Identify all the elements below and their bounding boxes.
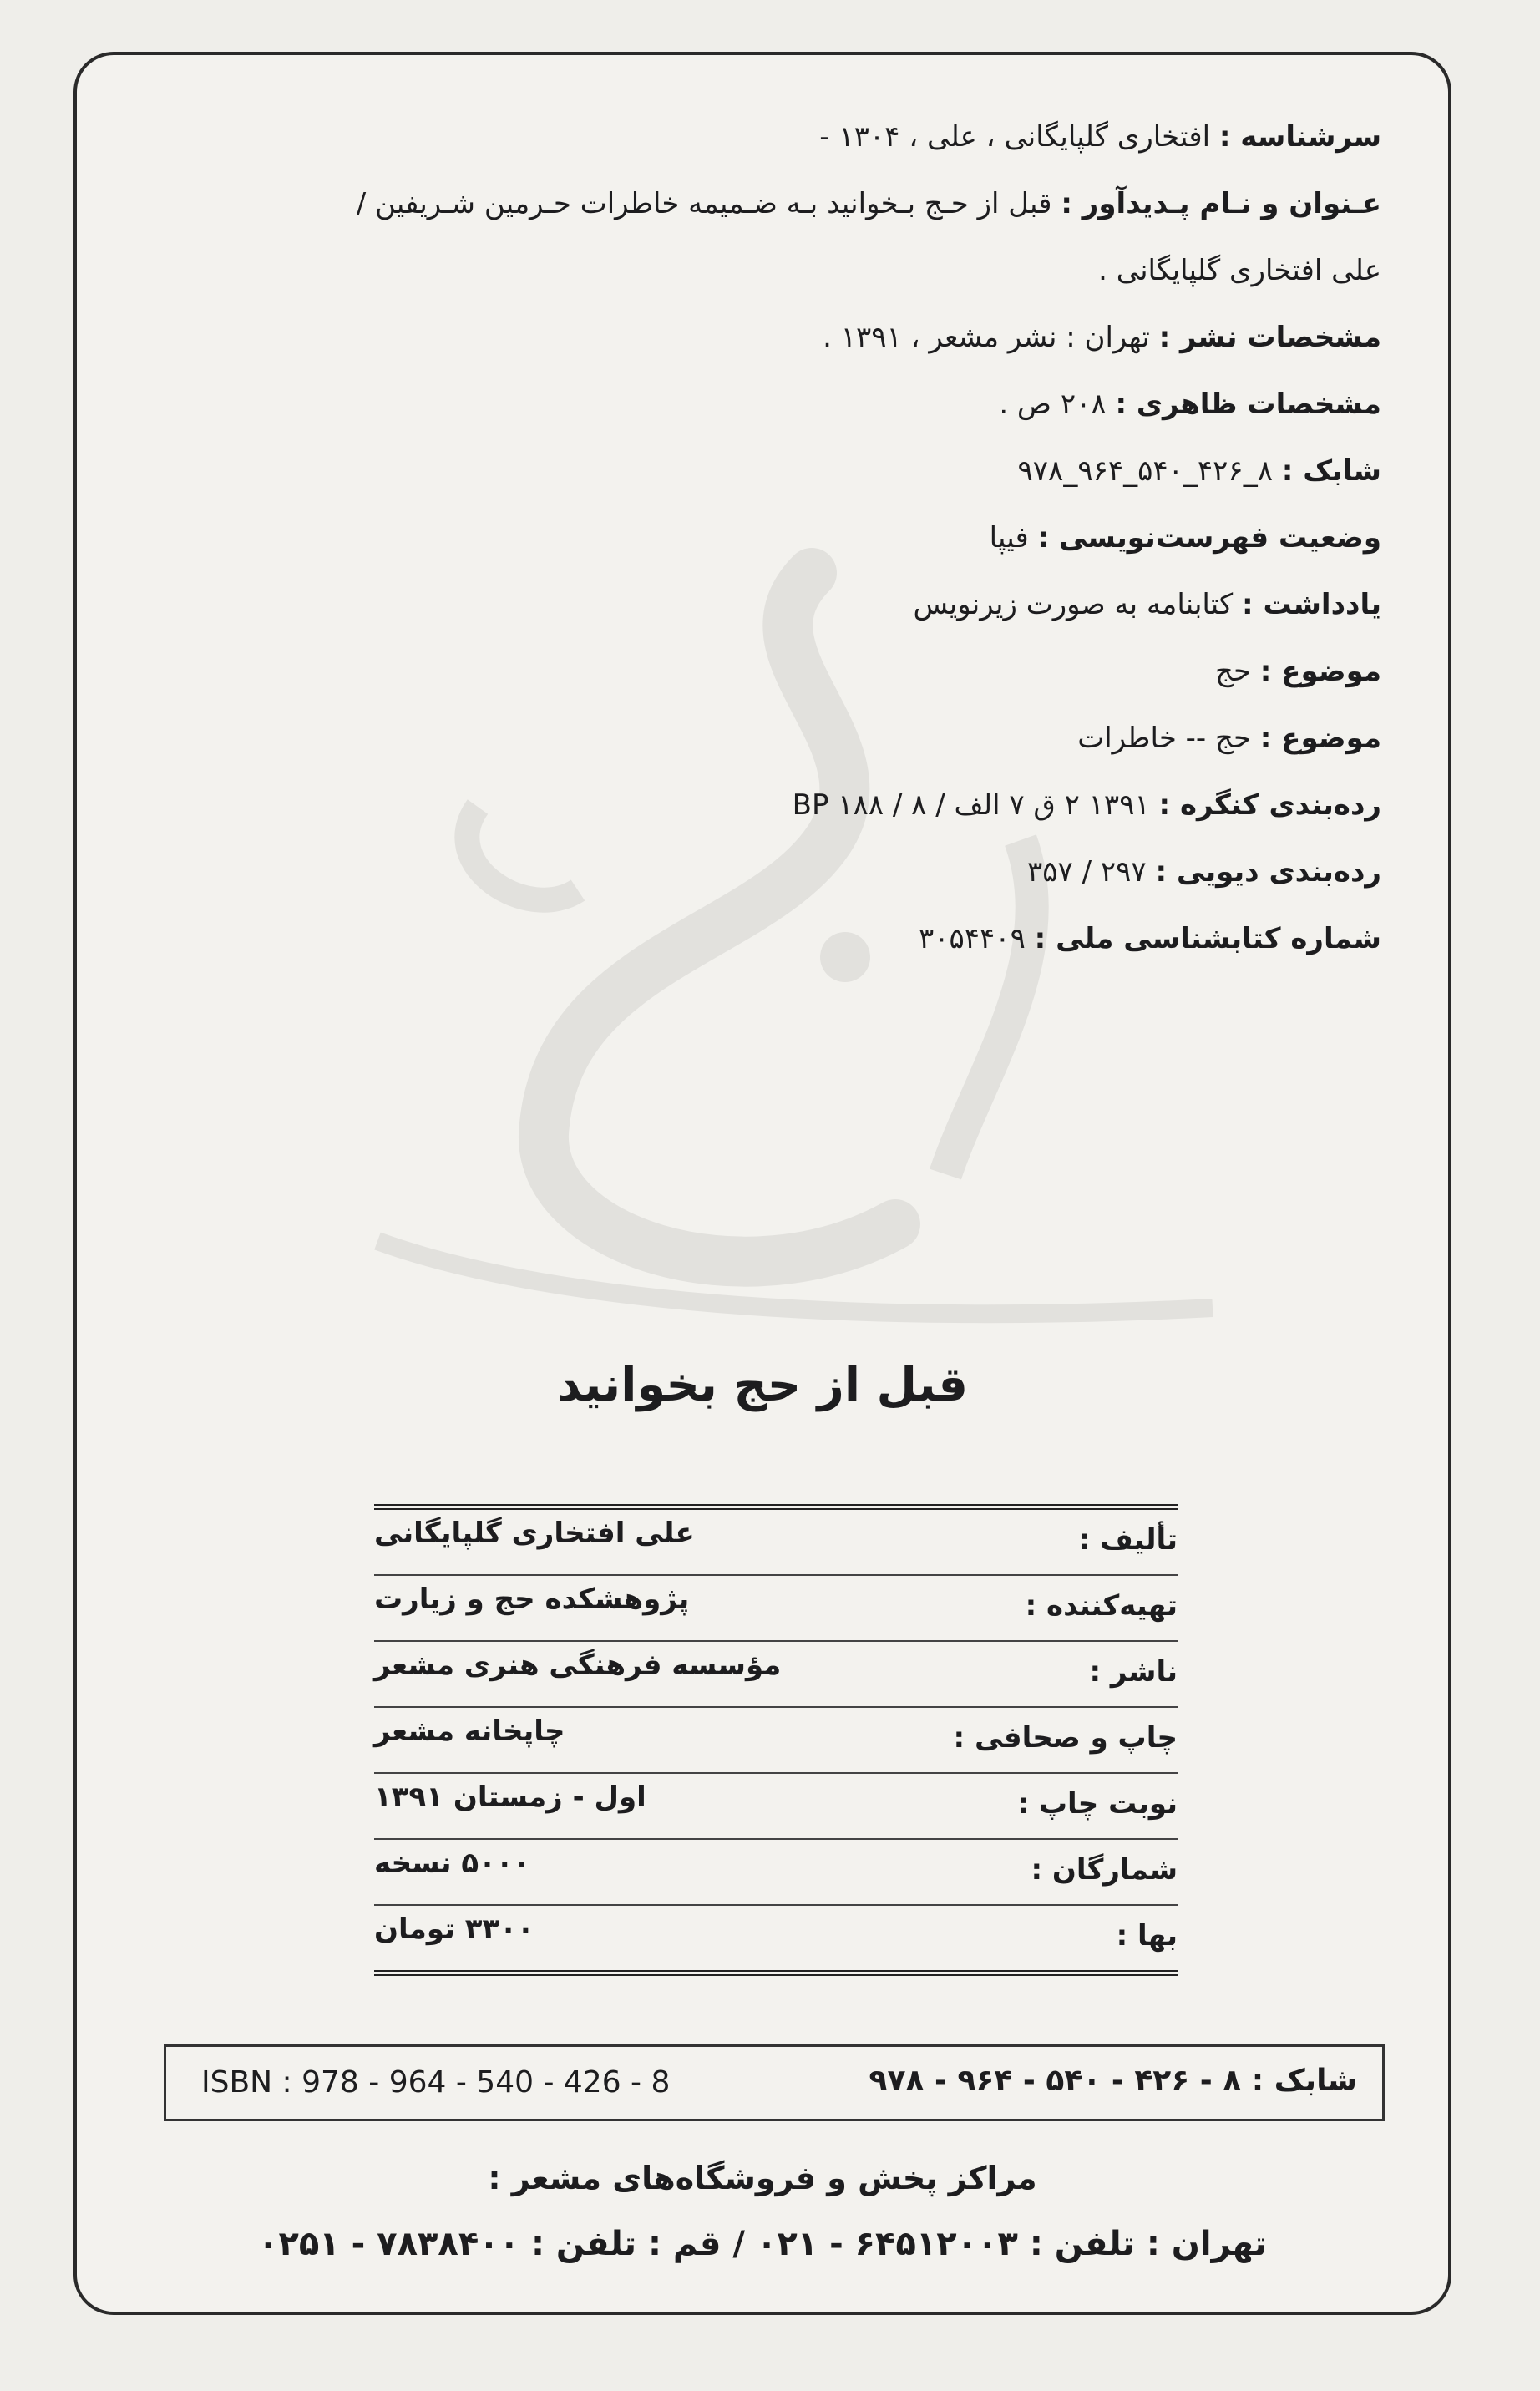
credit-row-edition: نوبت چاپ : اول - زمستان ۱۳۹۱ xyxy=(374,1774,1178,1840)
isbn-latin: ISBN : 978 - 964 - 540 - 426 - 8 xyxy=(201,2065,671,2100)
distribution-heading: مراکز پخش و فروشگاه‌های مشعر : xyxy=(488,2160,1037,2196)
credit-row-printing: چاپ و صحافی : چاپخانه مشعر xyxy=(374,1708,1178,1774)
credit-row-price: بها : ۳۳۰۰ تومان xyxy=(374,1912,1178,1953)
cip-header: سرشناسه : افتخاری گلپایگانی ، علی ، ۱۳۰۴ - xyxy=(819,120,1381,154)
credit-row-producer: تهیه‌کننده : پژوهشکده حج و زیارت xyxy=(374,1576,1178,1642)
isbn-box xyxy=(164,2044,1385,2121)
cip-isbn: شابک : ۸_۴۲۶_۵۴۰_۹۶۴_۹۷۸ xyxy=(1017,454,1381,488)
credit-row-copies: شمارگان : ۵۰۰۰ نسخه xyxy=(374,1840,1178,1906)
credit-row-author: تألیف : علی افتخاری گلپایگانی xyxy=(374,1510,1178,1576)
cip-title-author-continuation: علی افتخاری گلپایگانی . xyxy=(1098,254,1381,287)
credit-row-publisher: ناشر : مؤسسه فرهنگی هنری مشعر xyxy=(374,1642,1178,1708)
cip-physical: مشخصات ظاهری : ۲۰۸ ص . xyxy=(999,388,1381,421)
cip-national-number: شماره کتابشناسی ملی : ۳۰۵۴۴۰۹ xyxy=(919,922,1381,955)
isbn-persian: شابک : ۸ - ۴۲۶ - ۵۴۰ - ۹۶۴ - ۹۷۸ xyxy=(869,2064,1357,2098)
cip-lcc: رده‌بندی کنگره : ۱۳۹۱ ۲ ق ۷ الف / ۸ / ۱۸۸ BP xyxy=(792,788,1381,822)
cip-subject-1: موضوع : حج xyxy=(1215,655,1381,688)
phone-numbers: تهران : تلفن : ۶۴۵۱۲۰۰۳ - ۰۲۱ / قم : تلفن : ۷۸۳۸۴۰۰ - ۰۲۵۱ xyxy=(258,2225,1267,2263)
cip-ddc: رده‌بندی دیویی : ۲۹۷ / ۳۵۷ xyxy=(1027,855,1381,889)
copyright-page xyxy=(73,52,1451,2315)
book-title: قبل از حج بخوانید xyxy=(556,1358,969,1412)
cip-catalog-status: وضعیت فهرست‌نویسی : فیپا xyxy=(989,521,1381,555)
cataloging-in-publication-block xyxy=(129,104,1381,972)
cip-note: یادداشت : کتابنامه به صورت زیرنویس xyxy=(913,588,1381,621)
credits-table xyxy=(374,1504,1178,1976)
cip-title-author: عـنوان و نـام پـدیدآور : قبل از حـج بـخوانید بـه ضـمیمه خاطرات حـرمین شـریفین / xyxy=(356,187,1381,220)
cip-subject-2: موضوع : حج -- خاطرات xyxy=(1077,722,1381,755)
cip-publication: مشخصات نشر : تهران : نشر مشعر ، ۱۳۹۱ . xyxy=(823,321,1381,354)
